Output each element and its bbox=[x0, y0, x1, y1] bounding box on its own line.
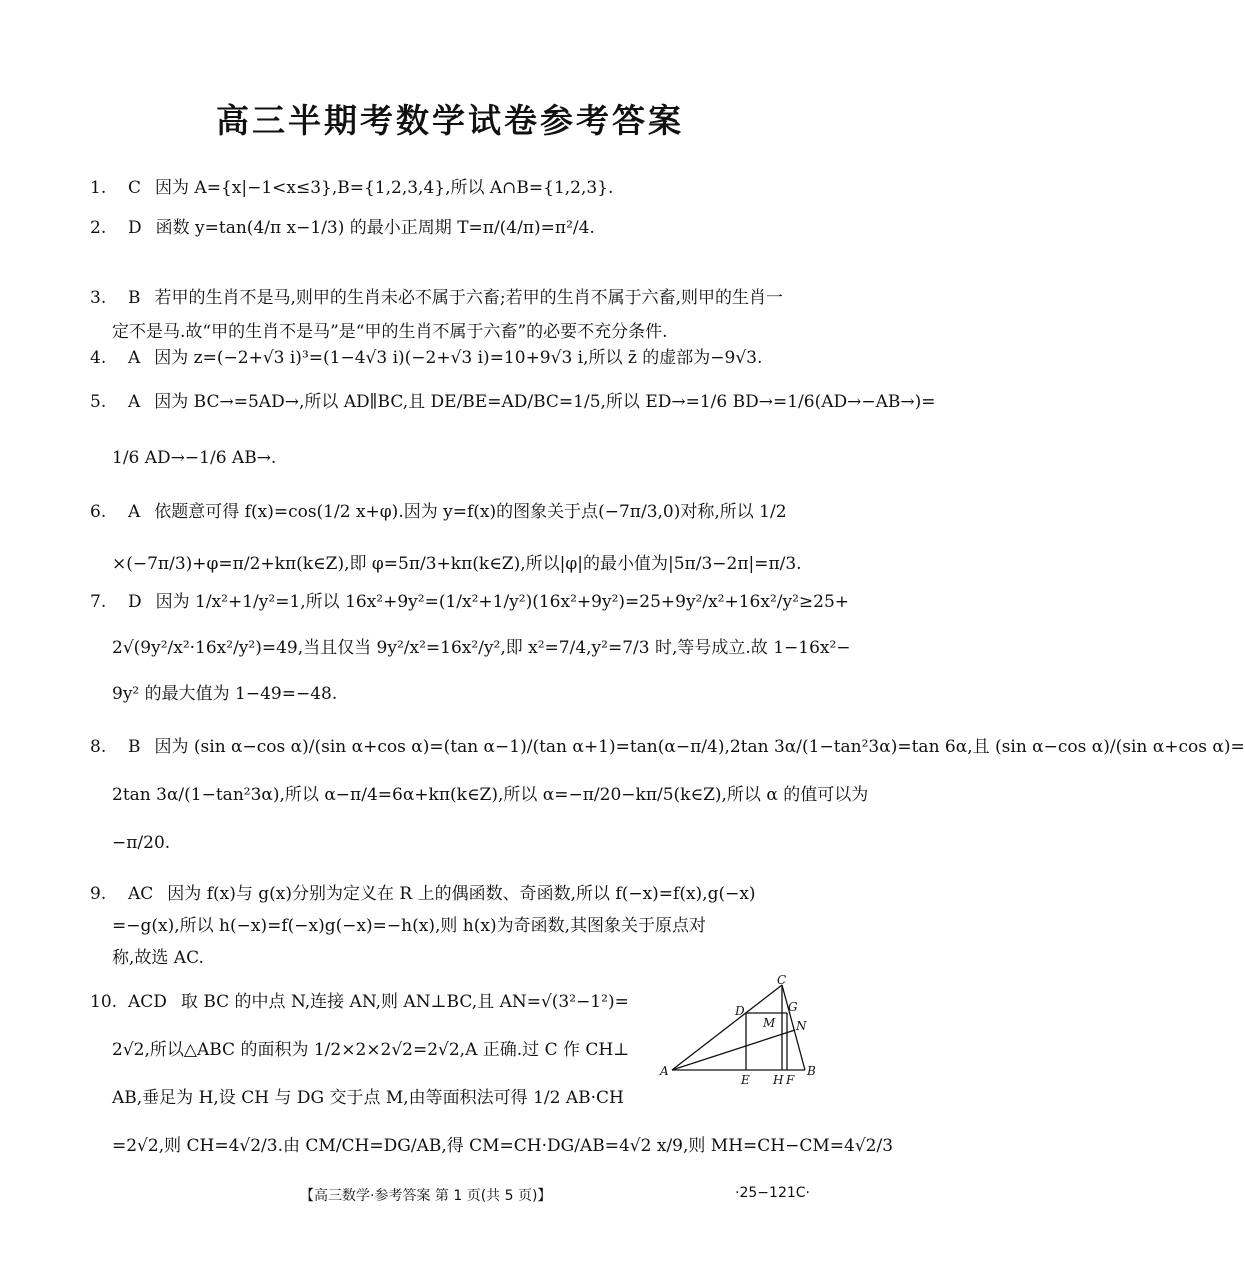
label-g: G bbox=[788, 1000, 798, 1014]
footer-code: ·25−121C· bbox=[735, 1185, 810, 1201]
answer-choice: A bbox=[128, 348, 141, 368]
question-number: 4. bbox=[90, 348, 107, 368]
answer-item-continuation bbox=[90, 682, 837, 706]
answer-item bbox=[90, 735, 1245, 759]
answer-item-continuation bbox=[90, 783, 869, 807]
answer-choice: B bbox=[128, 288, 141, 308]
answer-item-continuation bbox=[90, 636, 851, 660]
label-h: H bbox=[773, 1073, 784, 1087]
explanation-text: 因为 BC→=5AD→,所以 AD∥BC,且 DE/BE=AD/BC=1/5,所以 ED→=1/6 BD→=1/6(AD→−AB→)= bbox=[154, 392, 936, 412]
answer-item-continuation bbox=[90, 1038, 672, 1062]
answer-item-continuation bbox=[90, 946, 837, 970]
explanation-text: AB,垂足为 H,设 CH 与 DG 交于点 M,由等面积法可得 1/2 AB·CH bbox=[112, 1088, 624, 1108]
label-e: E bbox=[741, 1073, 750, 1087]
explanation-text: −π/20. bbox=[112, 833, 171, 853]
answer-choice: B bbox=[128, 737, 141, 757]
label-c: C bbox=[777, 973, 787, 987]
question-number: 7. bbox=[90, 592, 107, 612]
answer-item bbox=[90, 990, 650, 1014]
answer-choice: ACD bbox=[128, 992, 167, 1012]
answer-item bbox=[90, 176, 815, 200]
answer-item bbox=[90, 390, 936, 414]
answer-choice: AC bbox=[128, 884, 154, 904]
answer-item-continuation bbox=[90, 552, 837, 576]
question-number: 9. bbox=[90, 884, 107, 904]
explanation-text: =2√2,则 CH=4√2/3.由 CM/CH=DG/AB,得 CM=CH·DG/AB=4√2 x/9,则 MH=CH−CM=4√2/3 bbox=[112, 1136, 894, 1156]
explanation-text: 函数 y=tan(4/π x−1/3) 的最小正周期 T=π/(4/π)=π²/4. bbox=[155, 218, 595, 238]
answer-item-continuation bbox=[90, 446, 837, 470]
geometry-diagram bbox=[660, 975, 825, 1090]
answer-choice: D bbox=[128, 592, 142, 612]
explanation-text: 称,故选 AC. bbox=[112, 948, 204, 968]
explanation-text: 依题意可得 f(x)=cos(1/2 x+φ).因为 y=f(x)的图象关于点(−7π/3,0)对称,所以 1/2 bbox=[154, 502, 787, 522]
answer-item-continuation bbox=[90, 1086, 672, 1110]
explanation-text: 2√2,所以△ABC 的面积为 1/2×2×2√2=2√2,A 正确.过 C 作 CH⊥ bbox=[112, 1040, 630, 1060]
explanation-text: 2√(9y²/x²·16x²/y²)=49,当且仅当 9y²/x²=16x²/y²,即 x²=7/4,y²=7/3 时,等号成立.故 1−16x²− bbox=[112, 638, 851, 658]
question-number: 3. bbox=[90, 288, 107, 308]
answer-item-continuation bbox=[90, 914, 837, 938]
answer-choice: D bbox=[128, 218, 142, 238]
answer-choice: C bbox=[128, 178, 142, 198]
explanation-text: 2tan 3α/(1−tan²3α),所以 α−π/4=6α+kπ(k∈Z),所以 α=−π/20−kπ/5(k∈Z),所以 α 的值可以为 bbox=[112, 785, 869, 805]
answer-item bbox=[90, 216, 815, 240]
label-n: N bbox=[796, 1019, 807, 1033]
label-m: M bbox=[763, 1016, 776, 1030]
label-a: A bbox=[660, 1064, 669, 1078]
label-f: F bbox=[786, 1073, 795, 1087]
question-number: 2. bbox=[90, 218, 107, 238]
label-d: D bbox=[735, 1004, 745, 1018]
explanation-text: =−g(x),所以 h(−x)=f(−x)g(−x)=−h(x),则 h(x)为奇函数,其图象关于原点对 bbox=[112, 916, 706, 936]
question-number: 5. bbox=[90, 392, 107, 412]
question-number: 10. bbox=[90, 992, 118, 1012]
answer-choice: A bbox=[128, 502, 141, 522]
explanation-text: 1/6 AD→−1/6 AB→. bbox=[112, 448, 277, 468]
explanation-text: 因为 f(x)与 g(x)分别为定义在 R 上的偶函数、奇函数,所以 f(−x)=f(x),g(−x) bbox=[167, 884, 756, 904]
explanation-text: 取 BC 的中点 N,连接 AN,则 AN⊥BC,且 AN=√(3²−1²)= bbox=[180, 992, 629, 1012]
explanation-text: ×(−7π/3)+φ=π/2+kπ(k∈Z),即 φ=5π/3+kπ(k∈Z),所以|φ|的最小值为|5π/3−2π|=π/3. bbox=[112, 554, 802, 574]
explanation-text: 因为 (sin α−cos α)/(sin α+cos α)=(tan α−1)/(tan α+1)=tan(α−π/4),2tan 3α/(1−tan²3α)=tan 6α,且 (sin α−cos α)/(sin α+cos α)= bbox=[154, 737, 1245, 757]
question-number: 1. bbox=[90, 178, 107, 198]
answer-item bbox=[90, 500, 815, 524]
answer-item bbox=[90, 590, 850, 614]
explanation-text: 因为 1/x²+1/y²=1,所以 16x²+9y²=(1/x²+1/y²)(16x²+9y²)=25+9y²/x²+16x²/y²≥25+ bbox=[155, 592, 850, 612]
explanation-text: 因为 A={x|−1<x≤3},B={1,2,3,4},所以 A∩B={1,2,3}. bbox=[155, 178, 614, 198]
answer-item-continuation bbox=[90, 1134, 894, 1158]
explanation-text: 定不是马.故“甲的生肖不是马”是“甲的生肖不属于六畜”的必要不充分条件. bbox=[112, 322, 668, 342]
question-number: 6. bbox=[90, 502, 107, 522]
answer-choice: A bbox=[128, 392, 141, 412]
answer-item bbox=[90, 882, 815, 906]
explanation-text: 9y² 的最大值为 1−49=−48. bbox=[112, 684, 338, 704]
answer-item bbox=[90, 286, 815, 310]
label-b: B bbox=[807, 1064, 816, 1078]
explanation-text: 因为 z=(−2+√3 i)³=(1−4√3 i)(−2+√3 i)=10+9√3 i,所以 z̄ 的虚部为−9√3. bbox=[154, 348, 763, 368]
explanation-text: 若甲的生肖不是马,则甲的生肖未必不属于六畜;若甲的生肖不属于六畜,则甲的生肖一 bbox=[154, 288, 784, 308]
page-title: 高三半期考数学试卷参考答案 bbox=[216, 101, 684, 140]
median-an bbox=[672, 1030, 795, 1070]
footer: 【高三数学·参考答案 第 1 页(共 5 页)】 bbox=[300, 1188, 552, 1204]
answer-item-continuation bbox=[90, 831, 837, 855]
answer-item bbox=[90, 346, 815, 370]
answer-item-continuation bbox=[90, 320, 837, 344]
question-number: 8. bbox=[90, 737, 107, 757]
